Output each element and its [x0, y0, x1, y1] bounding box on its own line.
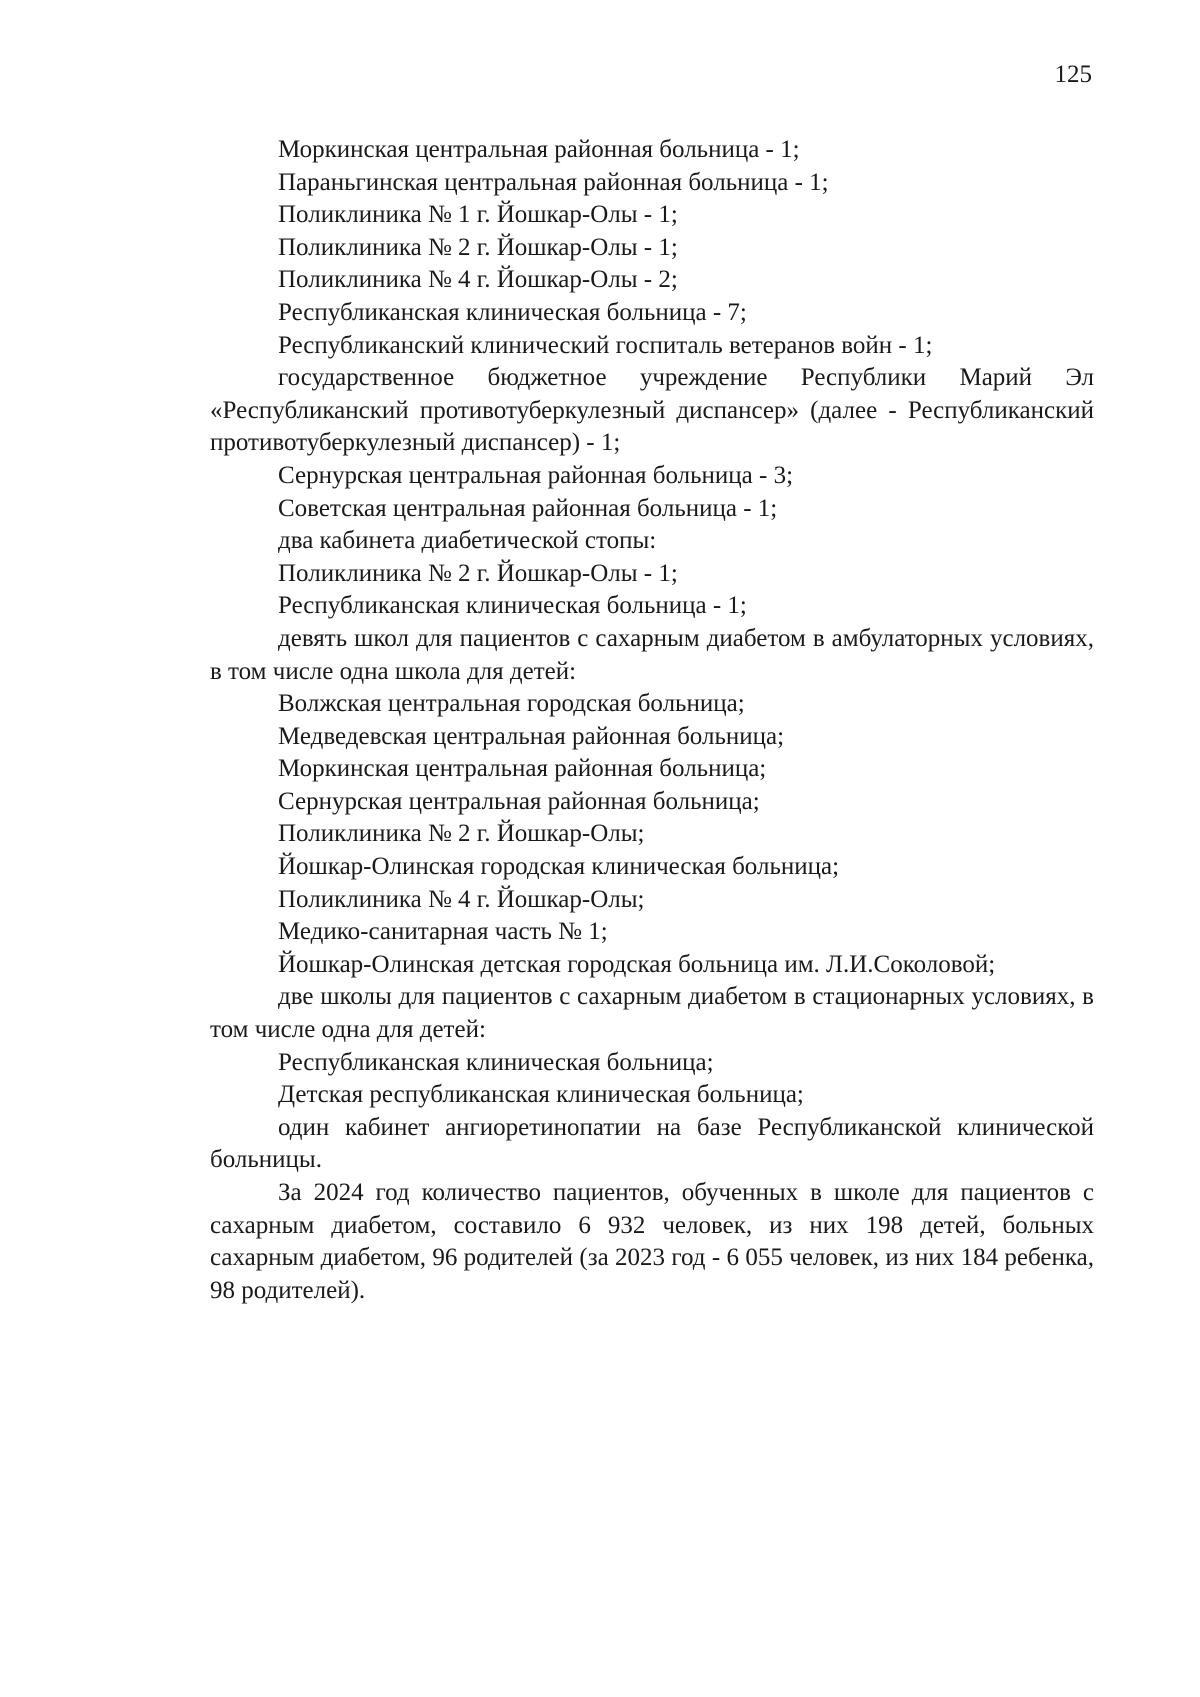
- text-line: государственное бюджетное учреждение Республики Марий Эл «Республиканский противотуберкулезный диспансер» (далее - Республиканский противотуберкулезный диспансер) - 1;: [210, 364, 1094, 457]
- text-line: две школы для пациентов с сахарным диабетом в стационарных условиях, в том числе одна для детей:: [210, 983, 1094, 1044]
- text-line: За 2024 год количество пациентов, обученных в школе для пациентов с сахарным диабетом, составило 6 932 человек, из них 198 детей, больных сахарным диабетом, 96 родителей (за 2023 год - 6 055 человек, из них 184 ребенка, 98 родителей).: [210, 1179, 1094, 1304]
- text-line: Медико-санитарная часть № 1;: [278, 918, 608, 946]
- text-line: Сернурская центральная районная больница - 3;: [278, 461, 794, 489]
- text-line: Йошкар-Олинская городская клиническая больница;: [278, 853, 840, 881]
- text-line: Поликлиника № 4 г. Йошкар-Олы;: [278, 885, 645, 913]
- text-line: Параньгинская центральная районная больница - 1;: [278, 168, 829, 196]
- text-line: Моркинская центральная районная больница;: [278, 755, 767, 783]
- text-line: Медведевская центральная районная больница;: [278, 722, 785, 750]
- document-body: [210, 134, 1094, 1307]
- text-line: Поликлиника № 4 г. Йошкар-Олы - 2;: [278, 266, 678, 294]
- text-line: Республиканский клинический госпиталь ветеранов войн - 1;: [278, 331, 933, 359]
- text-line: Поликлиника № 2 г. Йошкар-Олы - 1;: [278, 559, 678, 587]
- text-line: Йошкар-Олинская детская городская больница им. Л.И.Соколовой;: [278, 950, 996, 978]
- page-number: 125: [1054, 61, 1092, 88]
- text-line: Поликлиника № 1 г. Йошкар-Олы - 1;: [278, 201, 678, 229]
- text-line: Республиканская клиническая больница - 1;: [278, 592, 747, 620]
- text-line: два кабинета диабетической стопы:: [278, 527, 657, 555]
- text-line: Волжская центральная городская больница;: [278, 690, 745, 718]
- text-line: Поликлиника № 2 г. Йошкар-Олы - 1;: [278, 233, 678, 261]
- text-line: Республиканская клиническая больница;: [278, 1048, 714, 1076]
- text-line: девять школ для пациентов с сахарным диабетом в амбулаторных условиях, в том числе одна школа для детей:: [210, 624, 1094, 685]
- text-line: Поликлиника № 2 г. Йошкар-Олы;: [278, 820, 645, 848]
- text-line: Детская республиканская клиническая больница;: [278, 1081, 804, 1109]
- text-line: Моркинская центральная районная больница - 1;: [278, 136, 800, 163]
- text-line: Сернурская центральная районная больница;: [278, 787, 760, 815]
- text-line: Советская центральная районная больница - 1;: [278, 494, 778, 522]
- text-line: один кабинет ангиоретинопатии на базе Республиканской клинической больницы.: [210, 1113, 1094, 1174]
- text-line: Республиканская клиническая больница - 7;: [278, 298, 747, 326]
